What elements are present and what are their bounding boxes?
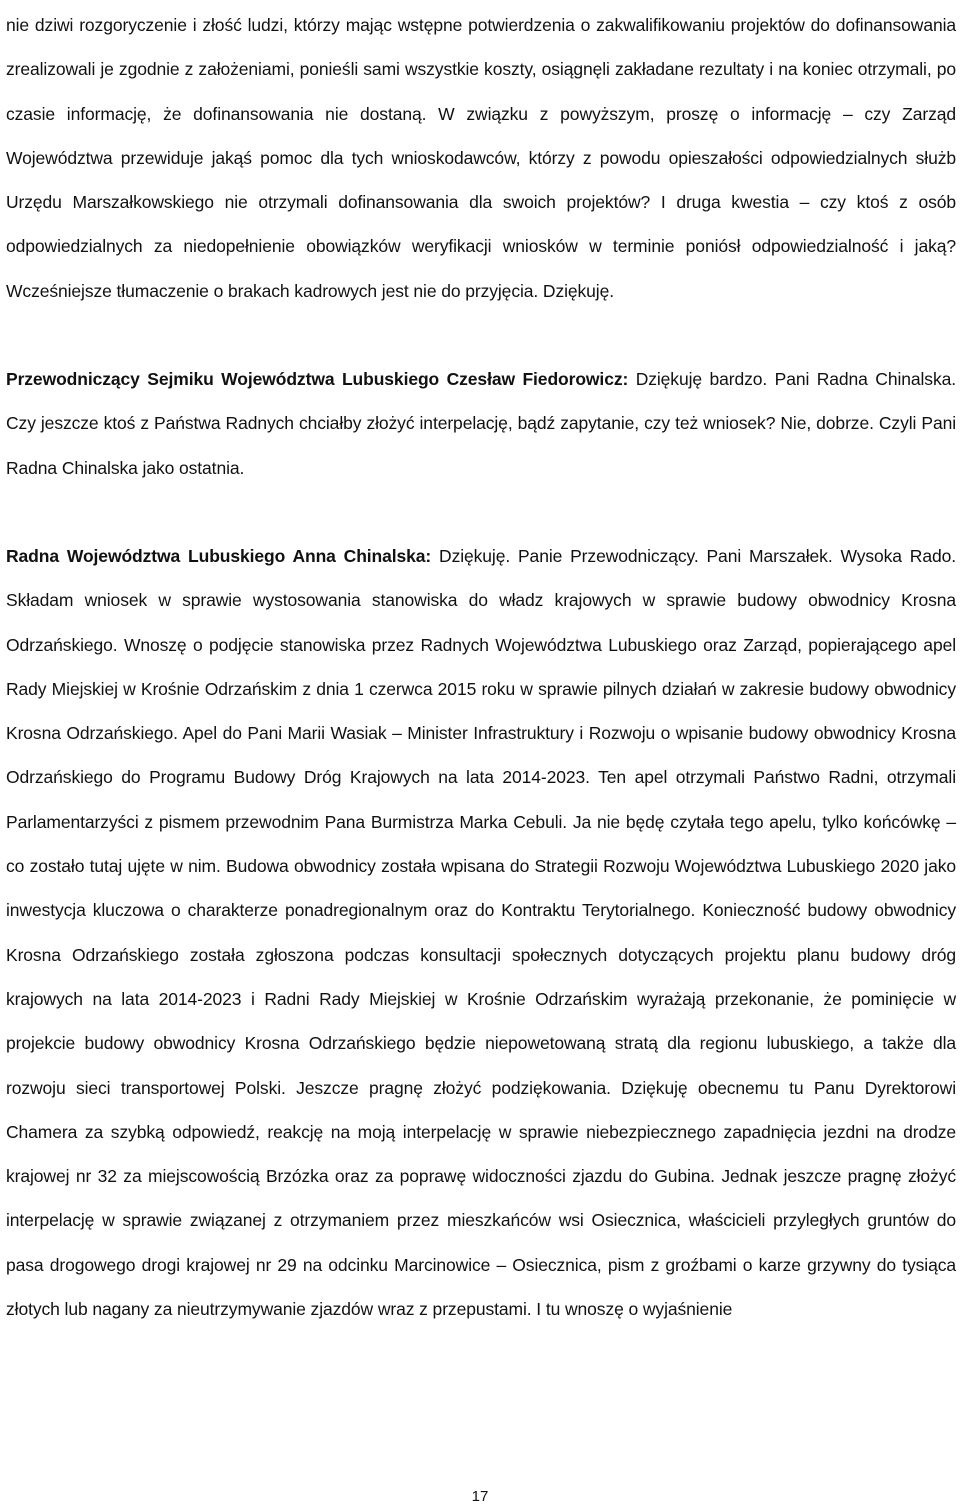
paragraph-text: Dziękuję. Panie Przewodniczący. Pani Marszałek. Wysoka Rado. Składam wniosek w sprawie wystosowania stanowiska do władz krajowych w sprawie budowy obwodnicy Krosna Odrzańskiego. Wnoszę o podjęcie stanowiska przez Radnych Województwa Lubuskiego oraz Zarząd, popierającego apel Rady Miejskiej w Krośnie Odrzańskim z dnia 1 czerwca 2015 roku w sprawie pilnych działań w zakresie budowy obwodnicy Krosna Odrzańskiego. Apel do Pani Marii Wasiak – Minister Infrastruktury i Rozwoju o wpisanie budowy obwodnicy Krosna Odrzańskiego do Programu Budowy Dróg Krajowych na lata 2014-2023. Ten apel otrzymali Państwo Radni, otrzymali Parlamentarzyści z pismem przewodnim Pana Burmistrza Marka Cebuli. Ja nie będę czytała tego apelu, tylko końcówkę – co zostało tutaj ujęte w nim. Budowa obwodnicy została wpisana do Strategii Rozwoju Województwa Lubuskiego 2020 jako inwestycja kluczowa o charakterze ponadregionalnym oraz do Kontraktu Terytorialnego. Konieczność budowy obwodnicy Krosna Odrzańskiego została zgłoszona podczas konsultacji społecznych dotyczących projektu planu budowy dróg krajowych na lata 2014-2023 i Radni Rady Miejskiej w Krośnie Odrzańskim wyrażają przekonanie, że pominięcie w projekcie budowy obwodnicy Krosna Odrzańskiego będzie niepowetowaną stratą dla regionu lubuskiego, a także dla rozwoju sieci transportowej Polski. Jeszcze pragnę złożyć podziękowania. Dziękuję obecnemu tu Panu Dyrektorowi Chamera za szybką odpowiedź, reakcję na moją interpelację w sprawie niebezpiecznego zapadnięcia jezdni na drodze krajowej nr 32 za miejscowością Brzózka oraz za poprawę widoczności zjazdu do Gubina. Jednak jeszcze pragnę złożyć interpelację w sprawie związanej z otrzymaniem przez mieszkańców wsi Osiecznica, właścicieli przyległych gruntów do pasa drogowego drogi krajowej nr 29 na odcinku Marcinowice – Osiecznica, pism z groźbami o karze grzywny do tysiąca złotych lub nagany za nieutrzymywanie zjazdów wraz z przepustami. I tu wnoszę o wyjaśnienie [6,545,957,1320]
paragraph-chairman-statement [6,357,956,490]
paragraph-interpellation-continuation [6,3,956,313]
paragraph-text: Dziękuję bardzo. Pani Radna Chinalska. Czy jeszcze ktoś z Państwa Radnych chciałby złożyć interpelację, bądź zapytanie, czy też wniosek? Nie, dobrze. Czyli Pani Radna Chinalska jako ostatnia. [6,369,956,478]
speaker-label: Radna Województwa Lubuskiego Anna Chinalska: [6,545,432,566]
page-number: 17 [471,1488,489,1505]
paragraph-councillor-chinalska-statement [6,534,956,1331]
document-body [6,3,956,1331]
paragraph-text: nie dziwi rozgoryczenie i złość ludzi, którzy mając wstępne potwierdzenia o zakwalifikowaniu projektów do dofinansowania zrealizowali je zgodnie z założeniami, ponieśli sami wszystkie koszty, osiągnęli zakładane rezultaty i na koniec otrzymali, po czasie informację, że dofinansowania nie dostaną. W związku z powyższym, proszę o informację – czy Zarząd Województwa przewiduje jakąś pomoc dla tych wnioskodawców, którzy z powodu opieszałości odpowiedzialnych służb Urzędu Marszałkowskiego nie otrzymali dofinansowania dla swoich projektów? I druga kwestia – czy ktoś z osób odpowiedzialnych za niedopełnienie obowiązków weryfikacji wniosków w terminie poniósł odpowiedzialność i jaką? Wcześniejsze tłumaczenie o brakach kadrowych jest nie do przyjęcia. Dziękuję. [6,15,956,301]
speaker-label: Przewodniczący Sejmiku Województwa Lubuskiego Czesław Fiedorowicz: [6,369,629,390]
